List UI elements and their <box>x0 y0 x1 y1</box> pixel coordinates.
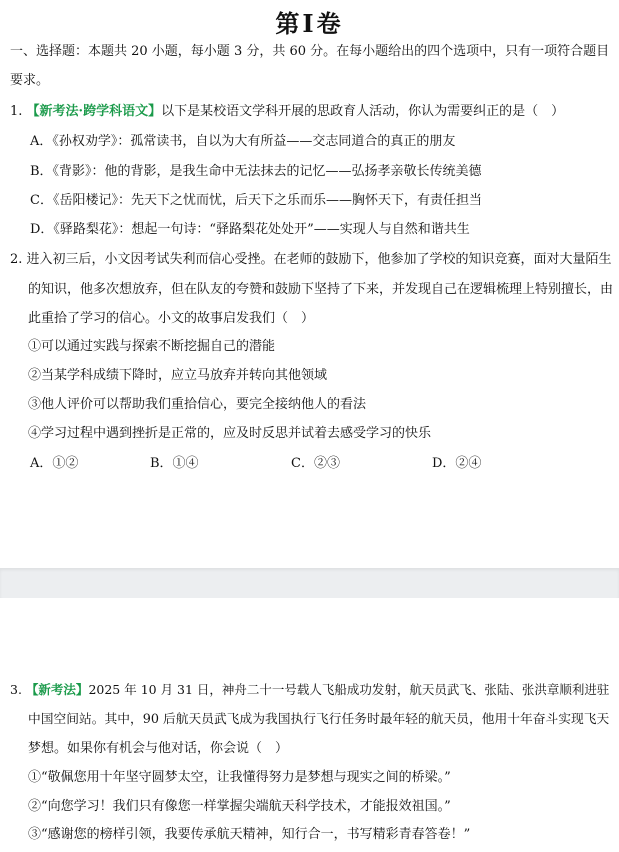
question-2-item-1: ①可以通过实践与探索不断挖掘自己的潜能 <box>28 339 276 354</box>
question-2-item-4: ④学习过程中遇到挫折是正常的，应及时反思并试着去感受学习的快乐 <box>28 426 432 441</box>
question-3-item-3: ③“感谢您的榜样引领，我要传承航天精神，知行合一，书写精彩青春答卷！” <box>28 827 471 842</box>
question-3-stem-line-1 <box>10 681 609 699</box>
question-1-option-d: D．《驿路梨花》：想起一句诗：“驿路梨花处处开”——实现人与自然和谐共生 <box>30 222 470 237</box>
question-3-item-2: ②“向您学习！我们只有像您一样掌握尖端航天科学技术，才能报效祖国。” <box>28 799 451 814</box>
page-separator <box>0 568 619 598</box>
question-1-number: 1. <box>10 104 23 119</box>
question-3-number: 3. <box>10 682 22 697</box>
question-2-number: 2. <box>10 252 23 267</box>
question-1-option-b: B．《背影》：他的背影，是我生命中无法抹去的记忆——弘扬孝亲敬长传统美德 <box>30 164 482 179</box>
question-2-choice-a: A．①② <box>30 456 79 471</box>
question-2-stem-line-2: 的知识，他多次想放弃，但在队友的夸赞和鼓励下坚持了下来，并发现自己在逻辑梳理上特别擅长，由 <box>28 282 614 297</box>
question-3-item-1: ①“敬佩您用十年坚守圆梦太空，让我懂得努力是梦想与现实之间的桥梁。” <box>28 770 451 785</box>
question-3-stem-line-3: 梦想。如果你有机会与他对话，你会说（ ） <box>28 741 289 756</box>
exam-page-2 <box>0 598 619 852</box>
question-3-tag: 【新考法】 <box>25 682 89 697</box>
question-2-choice-d: D．②④ <box>432 456 482 471</box>
section-instructions-line-1: 一、选择题：本题共 20 小题，每小题 3 分，共 60 分。在每小题给出的四个选项中，只有一项符合题目 <box>10 44 610 59</box>
question-2-choice-c: C．②③ <box>291 456 340 471</box>
question-1-option-c: C．《岳阳楼记》：先天下之忧而忧，后天下之乐而乐——胸怀天下，有责任担当 <box>30 193 482 208</box>
section-instructions-line-2: 要求。 <box>10 73 50 88</box>
question-1-option-a: A．《孙权劝学》：孤常读书，自以为大有所益——交志同道合的真正的朋友 <box>30 134 456 149</box>
question-2-item-2: ②当某学科成绩下降时，应立马放弃并转向其他领域 <box>28 368 328 383</box>
page-title: 第Ⅰ卷 <box>275 9 344 38</box>
question-1-tag: 【新考法·跨学科语文】 <box>26 104 162 119</box>
question-2-stem-line-1 <box>10 251 612 269</box>
question-1-stem <box>10 103 564 121</box>
question-3-text-line-1: 2025 年 10 月 31 日，神舟二十一号载人飞船成功发射，航天员武飞、张陆、张洪章顺利进驻 <box>88 682 610 697</box>
question-2-item-3: ③他人评价可以帮助我们重拾信心，要完全接纳他人的看法 <box>28 397 367 412</box>
question-2-text-line-1: 进入初三后，小文因考试失利而信心受挫。在老师的鼓励下，他参加了学校的知识竞赛，面对大量陌生 <box>26 252 612 267</box>
question-3-stem-line-2: 中国空间站。其中，90 后航天员武飞成为我国执行飞行任务时最年轻的航天员，他用十年奋斗实现飞天 <box>28 712 610 727</box>
question-2-stem-line-3: 此重拾了学习的信心。小文的故事启发我们（ ） <box>28 311 315 326</box>
question-2-choice-b: B．①④ <box>150 456 199 471</box>
question-1-text: 以下是某校语文学科开展的思政育人活动，你认为需要纠正的是（ ） <box>161 104 565 119</box>
